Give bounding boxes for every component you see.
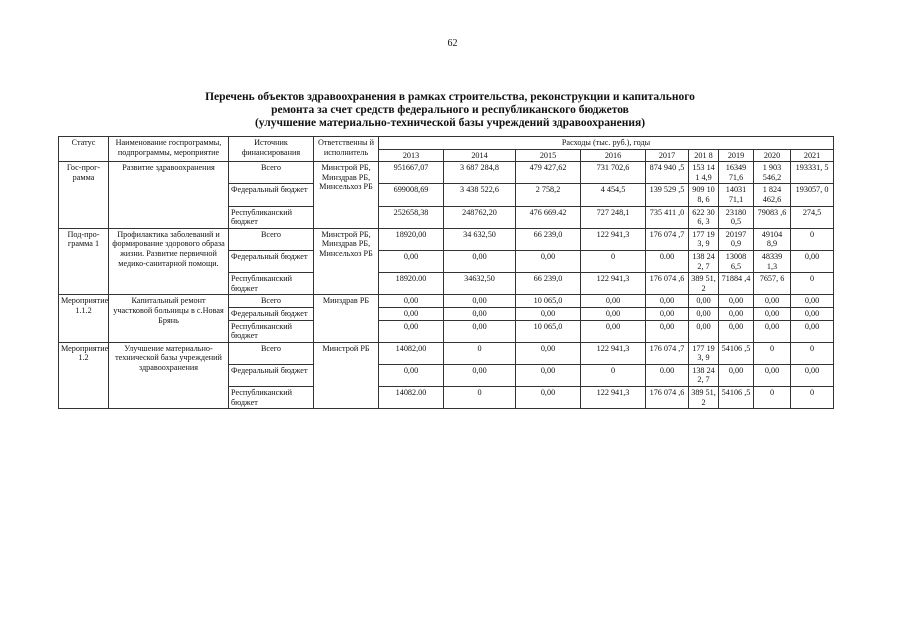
value-cell: 0,00	[516, 387, 581, 409]
value-cell: 16349 71,6	[719, 162, 754, 184]
row-source: Всего	[229, 342, 314, 364]
value-cell: 0	[754, 342, 791, 364]
value-cell: 122 941,3	[581, 342, 646, 364]
row-name: Профилактика заболеваний и формирование здорового образа жизни. Развитие первичной медико-санитарной помощи.	[109, 228, 229, 295]
value-cell: 622 306, 3	[689, 206, 719, 228]
value-cell: 138 242, 7	[689, 250, 719, 272]
value-cell: 3 438 522,6	[444, 184, 516, 206]
value-cell: 79083 ,6	[754, 206, 791, 228]
value-cell: 389 51,2	[689, 273, 719, 295]
value-cell: 476 669.42	[516, 206, 581, 228]
value-cell: 10 065,0	[516, 295, 581, 308]
header-row-1	[59, 137, 834, 150]
value-cell: 0,00	[754, 307, 791, 320]
value-cell: 0,00	[719, 320, 754, 342]
value-cell: 66 239,0	[516, 228, 581, 250]
table-row	[59, 228, 834, 250]
value-cell: 34632,50	[444, 273, 516, 295]
value-cell: 0,00	[646, 295, 689, 308]
header-year: 2015	[516, 149, 581, 162]
value-cell: 3 687 284,8	[444, 162, 516, 184]
value-cell: 14082.00	[379, 387, 444, 409]
value-cell: 735 411 ,0	[646, 206, 689, 228]
value-cell: 0,00	[719, 364, 754, 386]
value-cell: 0,00	[516, 342, 581, 364]
row-name: Капитальный ремонт участковой больницы в с.Новая Брянь	[109, 295, 229, 342]
value-cell: 0,00	[791, 364, 834, 386]
value-cell: 0,00	[581, 307, 646, 320]
row-source: Федеральный бюджет	[229, 184, 314, 206]
value-cell: 7657, 6	[754, 273, 791, 295]
value-cell: 193057, 0	[791, 184, 834, 206]
header-name: Наименование госпрограммы, подпрограммы, мероприятие	[109, 137, 229, 162]
row-source: Федеральный бюджет	[229, 364, 314, 386]
value-cell: 20197 0,9	[719, 228, 754, 250]
value-cell: 0,00	[444, 307, 516, 320]
value-cell: 0,00	[754, 364, 791, 386]
value-cell: 176 074 ,6	[646, 273, 689, 295]
header-year: 2021	[791, 149, 834, 162]
value-cell: 951667,07	[379, 162, 444, 184]
value-cell: 0.00	[646, 250, 689, 272]
row-source: Республиканский бюджет	[229, 387, 314, 409]
value-cell: 0,00	[379, 307, 444, 320]
value-cell: 0,00	[379, 364, 444, 386]
value-cell: 727 248,1	[581, 206, 646, 228]
value-cell: 71884 ,4	[719, 273, 754, 295]
value-cell: 0	[791, 273, 834, 295]
value-cell: 153 141 4,9	[689, 162, 719, 184]
row-source: Республиканский бюджет	[229, 206, 314, 228]
value-cell: 13008 6,5	[719, 250, 754, 272]
value-cell: 0,00	[754, 320, 791, 342]
value-cell: 176 074 ,7	[646, 228, 689, 250]
value-cell: 0	[754, 387, 791, 409]
value-cell: 0	[444, 387, 516, 409]
row-source: Всего	[229, 228, 314, 250]
value-cell: 122 941,3	[581, 273, 646, 295]
expenses-table	[58, 136, 834, 409]
value-cell: 34 632,50	[444, 228, 516, 250]
value-cell: 1 824 462,6	[754, 184, 791, 206]
value-cell: 18920.00	[379, 273, 444, 295]
value-cell: 479 427,62	[516, 162, 581, 184]
header-year: 2014	[444, 149, 516, 162]
header-responsible: Ответственны й исполнитель	[314, 137, 379, 162]
value-cell: 0	[791, 342, 834, 364]
value-cell: 0.00	[646, 364, 689, 386]
value-cell: 18920,00	[379, 228, 444, 250]
title-line-3: (улучшение материально-технической базы учреждений здравоохранения)	[254, 117, 646, 129]
value-cell: 731 702,6	[581, 162, 646, 184]
value-cell: 0,00	[791, 320, 834, 342]
table-row	[59, 295, 834, 308]
row-responsible: Минстрой РБ, Минздрав РБ, Минсельхоз РБ	[314, 162, 379, 229]
value-cell: 2 758,2	[516, 184, 581, 206]
value-cell: 1 903 546,2	[754, 162, 791, 184]
row-source: Республиканский бюджет	[229, 320, 314, 342]
row-source: Республиканский бюджет	[229, 273, 314, 295]
value-cell: 0,00	[444, 295, 516, 308]
value-cell: 0,00	[444, 364, 516, 386]
value-cell: 252658,38	[379, 206, 444, 228]
value-cell: 0,00	[719, 307, 754, 320]
value-cell: 0	[581, 364, 646, 386]
row-source: Федеральный бюджет	[229, 307, 314, 320]
value-cell: 4 454,5	[581, 184, 646, 206]
row-source: Федеральный бюджет	[229, 250, 314, 272]
value-cell: 274,5	[791, 206, 834, 228]
value-cell: 0,00	[516, 307, 581, 320]
value-cell: 0,00	[379, 320, 444, 342]
row-name: Развитие здравоохранения	[109, 162, 229, 229]
value-cell: 10 065,0	[516, 320, 581, 342]
row-status: Мероприятие 1.2	[59, 342, 109, 409]
value-cell: 909 108, 6	[689, 184, 719, 206]
row-status: Под-про-грамма 1	[59, 228, 109, 295]
document-title	[120, 91, 780, 130]
value-cell: 0,00	[444, 250, 516, 272]
value-cell: 14031 71,1	[719, 184, 754, 206]
value-cell: 0,00	[689, 320, 719, 342]
header-source: Источник финансирования	[229, 137, 314, 162]
title-line-2: ремонта за счет средств федерального и республиканского бюджетов	[271, 104, 629, 116]
row-name: Улучшение материально-технической базы учреждений здравоохранения	[109, 342, 229, 409]
value-cell: 54106 ,5	[719, 387, 754, 409]
value-cell: 0,00	[791, 295, 834, 308]
value-cell: 248762,20	[444, 206, 516, 228]
row-status: Мероприятие 1.1.2	[59, 295, 109, 342]
header-year: 2020	[754, 149, 791, 162]
row-status: Гос-прог-рамма	[59, 162, 109, 229]
value-cell: 0,00	[791, 250, 834, 272]
value-cell: 122 941,3	[581, 228, 646, 250]
value-cell: 0,00	[581, 320, 646, 342]
value-cell: 0,00	[646, 320, 689, 342]
value-cell: 0,00	[581, 295, 646, 308]
value-cell: 389 51,2	[689, 387, 719, 409]
page-number: 62	[447, 38, 458, 49]
value-cell: 0,00	[516, 364, 581, 386]
value-cell: 177 193, 9	[689, 228, 719, 250]
value-cell: 49104 8,9	[754, 228, 791, 250]
value-cell: 0,00	[754, 295, 791, 308]
value-cell: 0	[581, 250, 646, 272]
value-cell: 54106 ,5	[719, 342, 754, 364]
value-cell: 48339 1,3	[754, 250, 791, 272]
header-year: 2013	[379, 149, 444, 162]
value-cell: 0,00	[516, 250, 581, 272]
value-cell: 176 074 ,6	[646, 387, 689, 409]
header-year: 2016	[581, 149, 646, 162]
row-responsible: Минздрав РБ	[314, 295, 379, 342]
value-cell: 0,00	[444, 320, 516, 342]
row-source: Всего	[229, 162, 314, 184]
value-cell: 0	[791, 228, 834, 250]
value-cell: 193331, 5	[791, 162, 834, 184]
value-cell: 176 074 ,7	[646, 342, 689, 364]
value-cell: 0,00	[791, 307, 834, 320]
value-cell: 0,00	[719, 295, 754, 308]
row-responsible: Минстрой РБ, Минздрав РБ, Минсельхоз РБ	[314, 228, 379, 295]
value-cell: 0,00	[689, 295, 719, 308]
table-row	[59, 162, 834, 184]
value-cell: 0,00	[689, 307, 719, 320]
value-cell: 66 239,0	[516, 273, 581, 295]
header-year: 2019	[719, 149, 754, 162]
value-cell: 0,00	[646, 307, 689, 320]
value-cell: 874 940 ,5	[646, 162, 689, 184]
value-cell: 0	[444, 342, 516, 364]
value-cell: 23180 0,5	[719, 206, 754, 228]
value-cell: 177 193, 9	[689, 342, 719, 364]
header-year: 2017	[646, 149, 689, 162]
row-responsible: Минстрой РБ	[314, 342, 379, 409]
header-status: Статус	[59, 137, 109, 162]
value-cell: 0,00	[379, 295, 444, 308]
table-row	[59, 342, 834, 364]
value-cell: 122 941,3	[581, 387, 646, 409]
title-line-1: Перечень объектов здравоохранения в рамках строительства, реконструкции и капитального	[205, 91, 695, 103]
value-cell: 0	[791, 387, 834, 409]
value-cell: 14082,00	[379, 342, 444, 364]
header-year: 201 8	[689, 149, 719, 162]
value-cell: 0,00	[379, 250, 444, 272]
header-expenses: Расходы (тыс. руб.), годы	[379, 137, 834, 150]
row-source: Всего	[229, 295, 314, 308]
value-cell: 699008,69	[379, 184, 444, 206]
value-cell: 139 529 ,5	[646, 184, 689, 206]
value-cell: 138 242, 7	[689, 364, 719, 386]
